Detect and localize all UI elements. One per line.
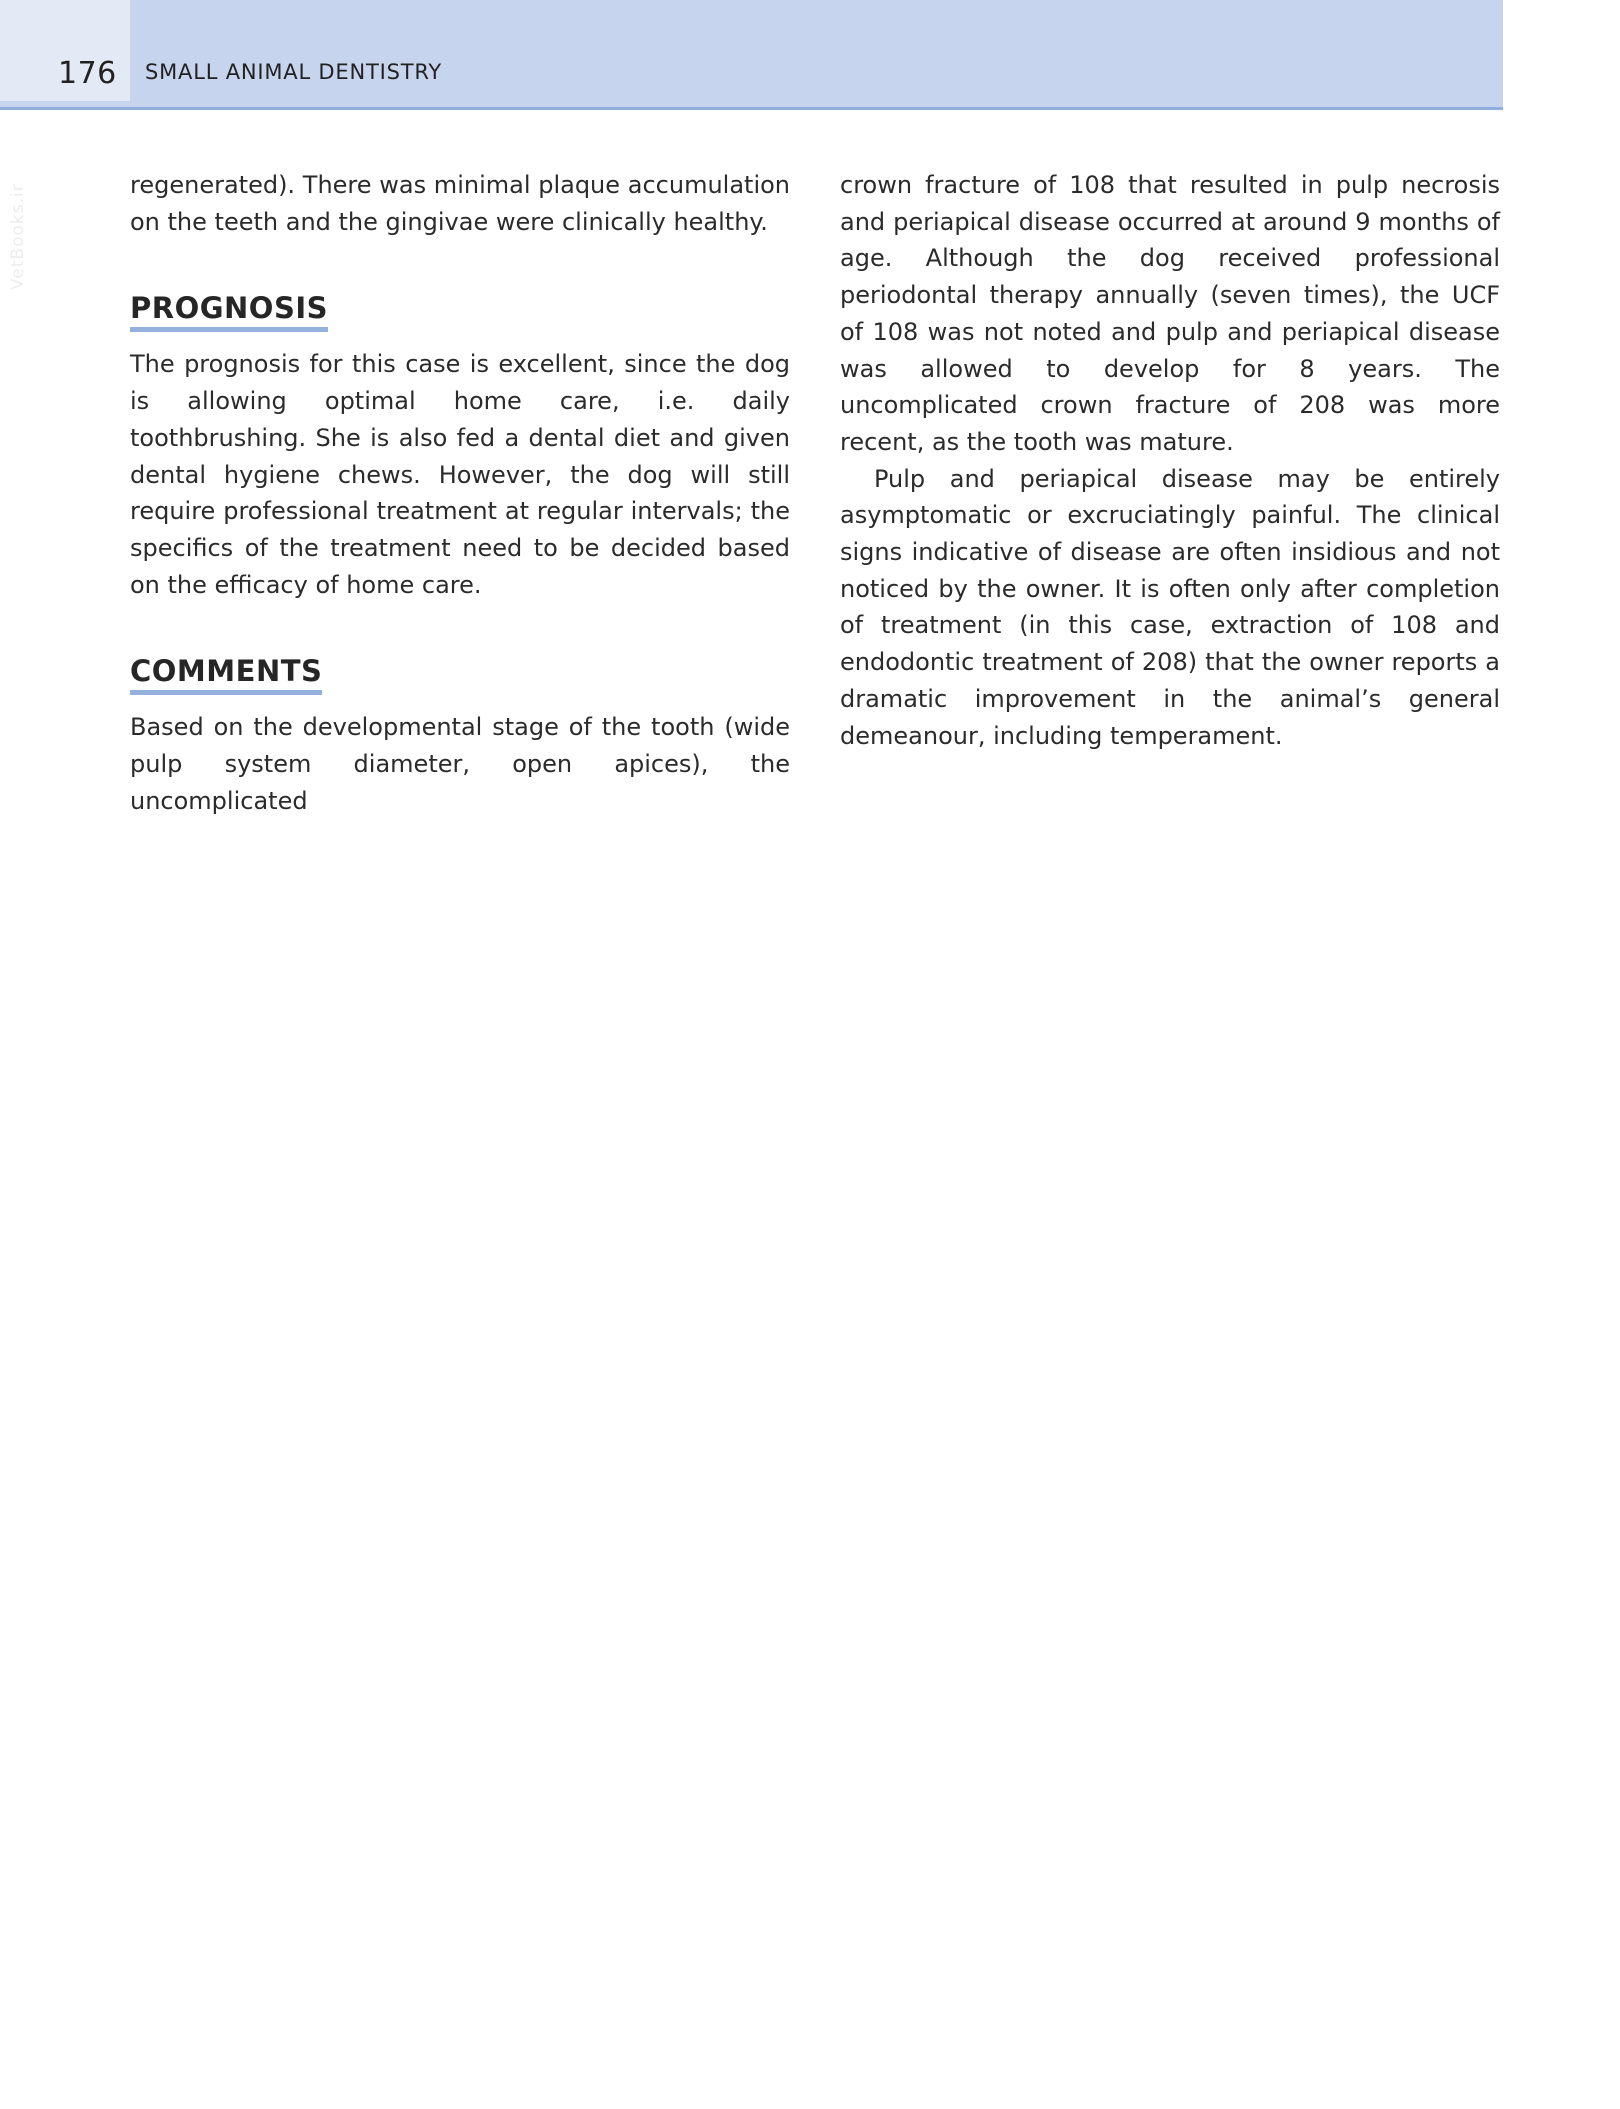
- intro-paragraph: regenerated). There was minimal plaque accumulation on the teeth and the gingivae were clinically healthy.: [130, 171, 790, 236]
- comments-paragraph: Based on the developmental stage of the tooth (wide pulp system diameter, open apices), the uncomplicated: [130, 713, 790, 815]
- page-number: 176: [58, 56, 117, 91]
- right-paragraph-2: Pulp and periapical disease may be entirely asymptomatic or excruciatingly painful. The clinical signs indicative of disease are often insidious and not noticed by the owner. It is often only after completion of treatment (in this case, extraction of 108 and endodontic treatment of 208) that the owner reports a dramatic improvement in the animal’s general demeanour, including temperament.: [840, 464, 1500, 750]
- prognosis-heading: PROGNOSIS: [130, 290, 328, 332]
- prognosis-heading-wrap: [130, 290, 790, 332]
- comments-heading: COMMENTS: [130, 653, 322, 695]
- running-header-band: [0, 0, 1503, 110]
- page-number-box: [0, 0, 130, 101]
- left-column: [130, 167, 790, 819]
- prognosis-paragraph: The prognosis for this case is excellent, since the dog is allowing optimal home care, i.e. daily toothbrushing. She is also fed a dental diet and given dental hygiene chews. However, the dog will still require professional treatment at regular intervals; the specifics of the treatment need to be decided based on the efficacy of home care.: [130, 350, 790, 599]
- comments-heading-wrap: [130, 653, 790, 695]
- right-paragraph-1: crown fracture of 108 that resulted in pulp necrosis and periapical disease occurred at around 9 months of age. Although the dog received professional periodontal therapy annually (seven times), the UCF of 108 was not noted and pulp and periapical disease was allowed to develop for 8 years. The uncomplicated crown fracture of 208 was more recent, as the tooth was mature.: [840, 171, 1500, 456]
- running-title: SMALL ANIMAL DENTISTRY: [145, 60, 443, 84]
- watermark: VetBooks.ir: [8, 183, 28, 290]
- right-column: [840, 167, 1500, 754]
